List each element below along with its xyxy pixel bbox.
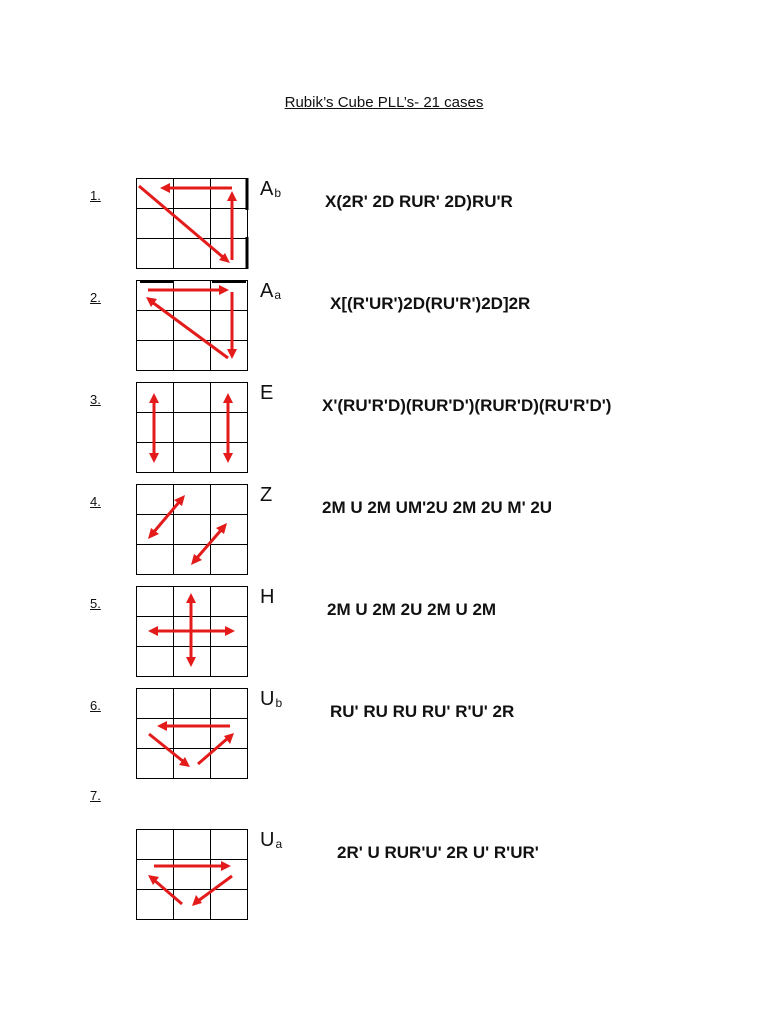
pll-case-7	[0, 829, 768, 921]
case-name: $U_b$	[260, 688, 283, 710]
pll-case-3	[0, 382, 768, 474]
case-number: 4.	[90, 494, 101, 509]
case-algorithm: 2R' U RUR'U' 2R U' R'UR'	[337, 843, 539, 862]
case-algorithm: X[(R'UR')2D(RU'R')2D]2R	[330, 294, 531, 313]
case-name: E	[260, 382, 274, 404]
case-diagram	[136, 382, 249, 473]
case-number: 1.	[90, 188, 101, 203]
cube-grid	[136, 178, 249, 269]
case-algorithm: X'(RU'R'D)(RUR'D')(RUR'D)(RU'R'D')	[322, 396, 612, 415]
case-name: H	[260, 586, 275, 608]
case-algorithm: 2M U 2M UM'2U 2M 2U M' 2U	[322, 498, 553, 517]
pll-case-2	[0, 280, 768, 372]
pll-case-1	[0, 178, 768, 270]
case-name: $U_a$	[260, 829, 283, 851]
cube-grid	[136, 484, 249, 575]
case-diagram	[136, 586, 249, 677]
case-name: $A_b$	[260, 178, 282, 200]
case-name: Z	[260, 484, 273, 506]
cube-grid	[136, 688, 249, 779]
case-algorithm: RU' RU RU RU' R'U' 2R	[330, 702, 515, 721]
case-diagram	[136, 829, 249, 920]
pll-case-5	[0, 586, 768, 678]
case-number: 6.	[90, 698, 101, 713]
pll-case-6	[0, 688, 768, 780]
case-algorithm: X(2R' 2D RUR' 2D)RU'R	[325, 192, 513, 211]
cube-grid	[136, 586, 249, 677]
case-number: 7.	[90, 788, 101, 803]
pll-case-4	[0, 484, 768, 576]
case-diagram	[136, 688, 249, 779]
case-algorithm: 2M U 2M 2U 2M U 2M	[327, 600, 497, 619]
page-title: Rubik’s Cube PLL’s- 21 cases	[284, 94, 484, 111]
case-name: $A_a$	[260, 280, 282, 302]
case-number: 5.	[90, 596, 101, 611]
cube-grid	[136, 382, 249, 473]
cube-grid	[136, 280, 249, 371]
case-diagram	[136, 280, 249, 371]
case-number: 2.	[90, 290, 101, 305]
case-number: 3.	[90, 392, 101, 407]
cube-grid	[136, 829, 249, 920]
case-diagram	[136, 178, 249, 269]
case-diagram	[136, 484, 249, 575]
